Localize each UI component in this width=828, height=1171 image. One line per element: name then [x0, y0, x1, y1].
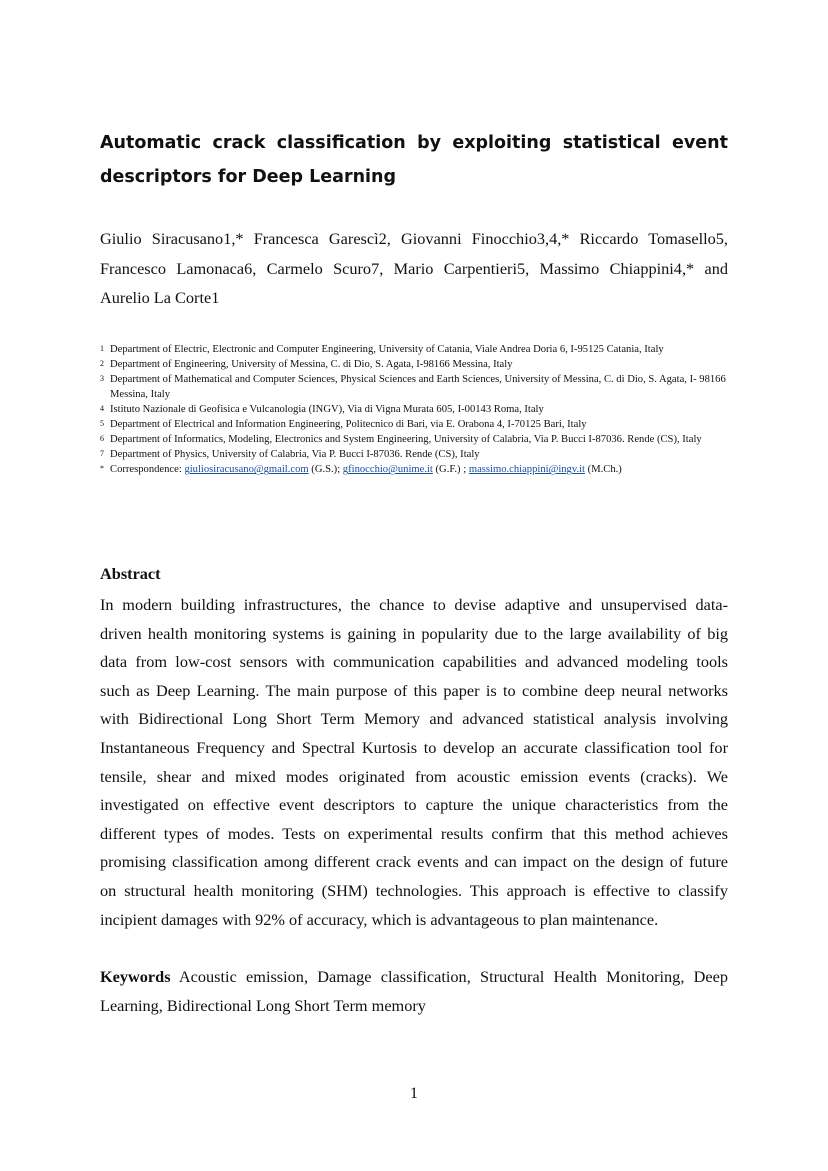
title-line-1: Automatic crack classification by exploiting statistical event — [100, 133, 728, 153]
affiliation-marker: 1 — [100, 344, 104, 353]
author-line-2: Francesco Lamonaca6, Carmelo Scuro7, Mario Carpentieri5, Massimo Chiappini4,* and — [100, 258, 728, 278]
affiliation-list — [100, 342, 728, 477]
abstract-line: driven health monitoring systems is gaining in popularity due to the large availability of big — [100, 623, 728, 643]
title-line-2: descriptors for Deep Learning — [100, 167, 397, 187]
abstract-line: on structural health monitoring (SHM) technologies. This approach is effective to classify — [100, 880, 728, 900]
abstract-line: with Bidirectional Long Short Term Memory and advanced statistical analysis involving — [100, 709, 728, 729]
keywords-text-1: Acoustic emission, Damage classification, Structural Health Monitoring, Deep — [178, 967, 729, 986]
paper-page — [100, 0, 728, 1171]
correspondence-initials-1: (G.S.); — [311, 464, 341, 476]
affiliation-marker: 5 — [100, 419, 104, 429]
affiliation-item — [100, 357, 728, 372]
author-list — [100, 224, 728, 313]
correspondence-initials-3: (M.Ch.) — [587, 464, 622, 476]
affiliation-text: Department of Electric, Electronic and Computer Engineering, University of Catania, Viale Andrea Doria 6, I-95125 Catania, Italy — [110, 344, 664, 355]
abstract-line: investigated on effective event descriptors to capture the unique characteristics from the — [100, 795, 728, 815]
abstract-line: tensile, shear and mixed modes originated from acoustic emission events (cracks). We — [100, 766, 728, 786]
correspondence-initials-2: (G.F.) ; — [435, 464, 467, 476]
affiliation-text: Department of Engineering, University of Messina, C. di Dio, S. Agata, I-98166 Messina, Italy — [110, 359, 513, 371]
affiliation-marker: 7 — [100, 449, 104, 459]
affiliation-text: Department of Mathematical and Computer Sciences, Physical Sciences and Earth Sciences, University of Messina, C. di Dio, S. Agata, I- 98166 Messina, Italy — [110, 374, 726, 401]
affiliation-text: Department of Electrical and Information Engineering, Politecnico di Bari, via E. Orabona 4, I-70125 Bari, Italy — [110, 419, 587, 431]
abstract-text — [100, 591, 728, 934]
affiliation-text: Istituto Nazionale di Geofisica e Vulcanologia (INGV), Via di Vigna Murata 605, I-00143 Roma, Italy — [110, 404, 544, 416]
keywords-label: Keywords — [100, 967, 171, 986]
email-link-finocchio[interactable]: gfinocchio@unime.it — [342, 464, 433, 476]
affiliation-item — [100, 417, 728, 432]
affiliation-text: Department of Physics, University of Calabria, Via P. Bucci I-87036. Rende (CS), Italy — [110, 449, 480, 461]
abstract-line: data from low-cost sensors with communication capabilities and advanced modeling tools — [100, 652, 728, 672]
abstract-line: different types of modes. Tests on experimental results confirm that this method achieves — [100, 823, 728, 843]
abstract-line: In modern building infrastructures, the chance to devise adaptive and unsupervised data- — [100, 595, 728, 614]
abstract-line: Instantaneous Frequency and Spectral Kurtosis to develop an accurate classification tool for — [100, 737, 728, 757]
abstract-line: promising classification among different crack events and can impact on the design of future — [100, 852, 728, 872]
abstract-heading: Abstract — [100, 564, 161, 583]
correspondence-label: Correspondence: — [110, 464, 182, 476]
abstract-line: incipient damages with 92% of accuracy, which is advantageous to plan maintenance. — [100, 909, 659, 929]
email-link-chiappini[interactable]: massimo.chiappini@ingv.it — [468, 464, 586, 476]
affiliation-marker: 3 — [100, 374, 104, 384]
affiliation-text: Department of Informatics, Modeling, Electronics and System Engineering, University of Calabria, Via P. Bucci I-87036. Rende (CS), Italy — [110, 434, 702, 446]
affiliation-marker: 6 — [100, 434, 104, 444]
affiliation-item — [100, 432, 728, 447]
author-line-1: Giulio Siracusano1,* Francesca Garescì2, Giovanni Finocchio3,4,* Riccardo Tomasello5, — [100, 229, 728, 248]
affiliation-marker: 4 — [100, 404, 104, 414]
abstract-line: such as Deep Learning. The main purpose of this paper is to combine deep neural networks — [100, 680, 728, 700]
keywords-line-1 — [100, 963, 728, 992]
author-line-3: Aurelio La Corte1 — [100, 288, 220, 307]
affiliation-item — [100, 372, 728, 402]
correspondence-line — [100, 462, 728, 477]
keywords-line-2: Learning, Bidirectional Long Short Term memory — [100, 995, 426, 1015]
affiliation-item — [100, 447, 728, 462]
affiliation-item — [100, 402, 728, 417]
paper-title — [100, 126, 728, 194]
affiliation-marker: 2 — [100, 359, 104, 369]
affiliation-item — [100, 342, 728, 357]
correspondence-marker: * — [100, 464, 104, 474]
keywords-section — [100, 963, 728, 1020]
email-link-siracusano[interactable]: giuliosiracusano@gmail.com — [184, 464, 309, 476]
page-number: 1 — [409, 1083, 419, 1102]
